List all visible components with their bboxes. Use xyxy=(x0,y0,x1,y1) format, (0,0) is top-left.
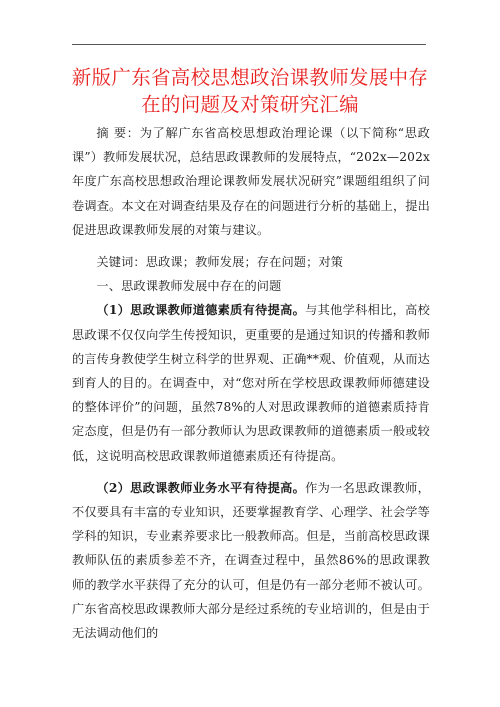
abstract-text: 为了解广东省高校思想政治理论课（以下简称“思政课”）教师发展状况，总结思政课教师的发展特点，“202x—202x 年度广东高校思想政治理论课教师发展状况研究”课题组组织了问卷调查。本文在对调查结果及存在的问题进行分析的基础上，提出促进思政课教师发展的对策与建议。 xyxy=(72,126,430,237)
keywords-paragraph: 关键词：思政课；教师发展；存在问题；对策 xyxy=(96,255,344,270)
point-2-paragraph xyxy=(72,476,430,645)
point-2-lead: （2）思政课教师业务水平有待提高。 xyxy=(96,480,306,495)
abstract-label: 摘 要： xyxy=(96,126,140,140)
document-body xyxy=(72,121,430,645)
title-line-1: 新版广东省高校思想政治课教师发展中存 xyxy=(71,66,429,89)
point-1-text: 与其他学科相比，高校思政课不仅仅向学生传授知识，更重要的是通过知识的传播和教师的言传身教使学生树立科学的世界观、正确**观、价值观，从而达到育人的目的。在调查中，对“您对所在学校思政课教师师德建设的整体评价”的问题，虽然78%的人对思政课教师的道德素质持肯定态度，但是仍有一部分教师认为思政课教师的道德素质一般或较低，这说明高校思政课教师道德素质还有待提高。 xyxy=(72,303,431,463)
title-line-2: 在的问题及对策研究汇编 xyxy=(141,93,359,116)
section-heading: 一、思政课教师发展中存在的问题 xyxy=(96,279,282,294)
abstract-paragraph xyxy=(72,121,430,242)
point-1-paragraph xyxy=(72,298,430,467)
point-2-text: 作为一名思政课教师，不仅要具有丰富的专业知识，还要掌握教育学、心理学、社会学等学科的知识，专业素养要求比一般教师高。但是，当前高校思政课教师队伍的素质参差不齐，在调查过程中，虽然86%的思政课教师的教学水平获得了充分的认可，但是仍有一部分老师不被认可。广东省高校思政课教师大部分是经过系统的专业培训的，但是由于无法调动他们的 xyxy=(72,480,431,641)
point-1-lead: （1）思政课教师道德素质有待提高。 xyxy=(96,303,306,318)
header-rule xyxy=(72,44,426,45)
document-title xyxy=(60,64,440,118)
